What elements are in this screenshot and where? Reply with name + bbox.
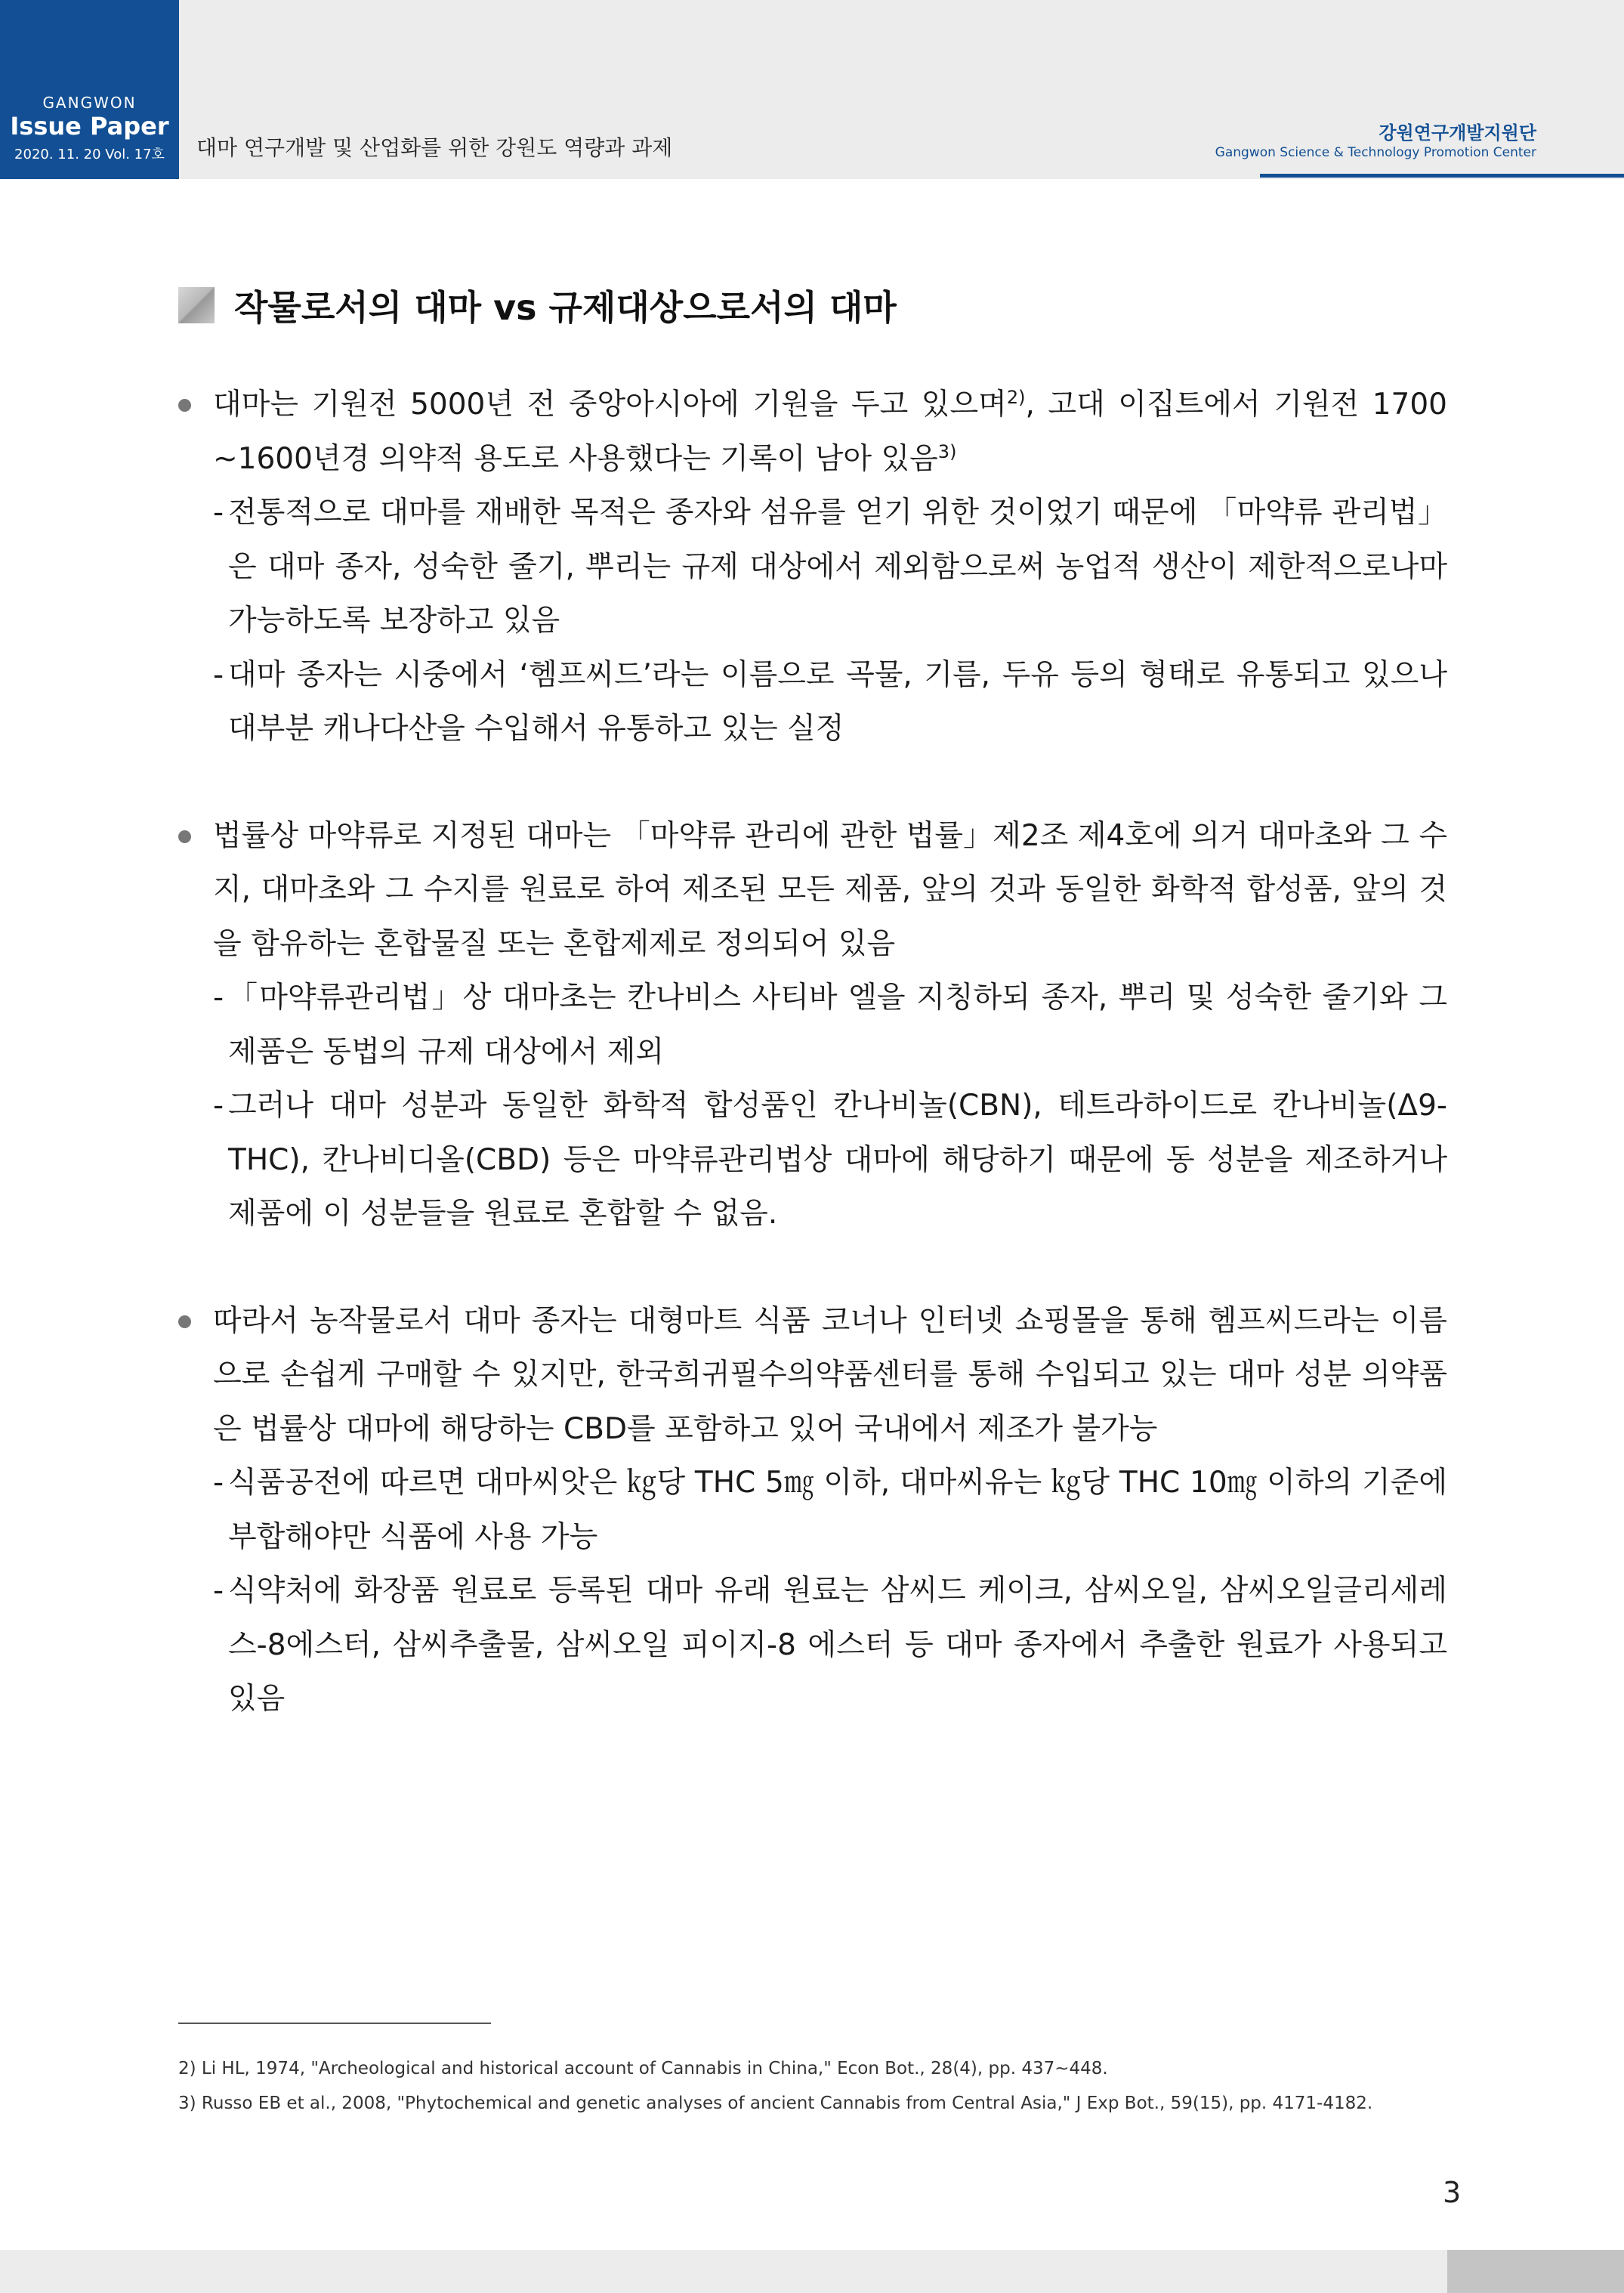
footer-band [0, 2250, 1447, 2293]
sub-text: 그러나 대마 성분과 동일한 화학적 합성품인 칸나비놀(CBN), 테트라하이드로 칸나비놀(Δ9-THC), 칸나비디올(CBD) 등은 마약류관리법상 대마에 해당하기 때문에 동 성분을 제조하거나 제품에 이 성분들을 원료로 혼합할 수 없음. [228, 1089, 1447, 1231]
logo-title: Issue Paper [10, 112, 169, 141]
bullet-text: 따라서 농작물로서 대마 종자는 대형마트 식품 코너나 인터넷 쇼핑몰을 통해 헴프씨드라는 이름으로 손쉽게 구매할 수 있지만, 한국희귀필수의약품센터를 통해 수입되고 있는 대마 성분 의약품은 법률상 대마에 해당하는 CBD를 포함하고 있어 국내에서 제조가 불가능 [213, 1303, 1447, 1446]
dash-marker: - [213, 496, 224, 530]
footnote: 3) Russo EB et al., 2008, "Phytochemical and genetic analyses of ancient Cannabis from Central Asia," J Exp Bot., 59(15), pp. 4171-4182. [178, 2094, 1373, 2113]
sub-paragraph [178, 1456, 1447, 1564]
sub-paragraph [178, 1564, 1447, 1726]
footnote-ref: 2) [1006, 387, 1026, 408]
issue-paper-logo [0, 0, 179, 179]
sub-text: 「마약류관리법」상 대마초는 칸나비스 사티바 엘을 지칭하되 종자, 뿌리 및 성숙한 줄기와 그 제품은 동법의 규제 대상에서 제외 [228, 981, 1447, 1069]
dash-marker: - [213, 1574, 224, 1608]
footnote: 2) Li HL, 1974, "Archeological and historical account of Cannabis in China," Econ Bot., 28(4), pp. 437~448. [178, 2059, 1108, 2078]
sub-paragraph [178, 648, 1447, 756]
section-heading [178, 281, 897, 329]
bullet-paragraph [178, 809, 1447, 972]
organization-name-kr: 강원연구개발지원단 [1379, 122, 1536, 144]
document-title: 대마 연구개발 및 산업화를 위한 강원도 역량과 과제 [196, 135, 673, 160]
footnote-ref: 3) [937, 440, 957, 462]
bullet-dot-icon [178, 399, 191, 412]
sub-text: 대마 종자는 시중에서 ‘헴프씨드’라는 이름으로 곡물, 기름, 두유 등의 형태로 유통되고 있으나 대부분 캐나다산을 수입해서 유통하고 있는 실정 [228, 657, 1447, 746]
bullet-paragraph [178, 1294, 1447, 1457]
dash-marker: - [213, 1089, 224, 1123]
sub-text: 전통적으로 대마를 재배한 목적은 종자와 섬유를 얻기 위한 것이었기 때문에 「마약류 관리법」은 대마 종자, 성숙한 줄기, 뿌리는 규제 대상에서 제외함으로써 농업적 생산이 제한적으로나마 가능하도록 보장하고 있음 [228, 496, 1447, 638]
logo-region-text: GANGWON [42, 94, 137, 112]
organization-name-en: Gangwon Science & Technology Promotion Center [1215, 145, 1536, 160]
footnote-divider [178, 2023, 491, 2024]
spacer [178, 1241, 1447, 1294]
body-content [178, 378, 1447, 1726]
footer-tab [1447, 2250, 1624, 2293]
sub-text: 식약처에 화장품 원료로 등록된 대마 유래 원료는 삼씨드 케이크, 삼씨오일, 삼씨오일글리세레스-8에스터, 삼씨추출물, 삼씨오일 피이지-8 에스터 등 대마 종자에서 추출한 원료가 사용되고 있음 [228, 1574, 1447, 1716]
gray-square-icon [178, 287, 215, 323]
sub-text: 식품공전에 따르면 대마씨앗은 ㎏당 THC 5㎎ 이하, 대마씨유는 ㎏당 THC 10㎎ 이하의 기준에 부합해야만 식품에 사용 가능 [228, 1466, 1447, 1554]
page-number: 3 [1443, 2176, 1462, 2209]
bullet-dot-icon [178, 1315, 191, 1328]
dash-marker: - [213, 657, 224, 692]
bullet-text: , 고대 이집트에서 기원전 1700 ~1600년경 의약적 용도로 사용했다는 기록이 남아 있음 [213, 388, 1447, 476]
sub-paragraph [178, 971, 1447, 1079]
bullet-paragraph [178, 378, 1447, 486]
bullet-text: 대마는 기원전 5000년 전 중앙아시아에 기원을 두고 있으며 [213, 388, 1007, 422]
header-accent-line [1260, 174, 1624, 178]
dash-marker: - [213, 981, 224, 1015]
spacer [178, 756, 1447, 809]
sub-paragraph [178, 486, 1447, 648]
dash-marker: - [213, 1466, 224, 1500]
section-title: 작물로서의 대마 vs 규제대상으로서의 대마 [234, 287, 897, 328]
issue-date: 2020. 11. 20 Vol. 17호 [14, 147, 165, 162]
bullet-text: 법률상 마약류로 지정된 대마는 「마약류 관리에 관한 법률」제2조 제4호에 의거 대마초와 그 수지, 대마초와 그 수지를 원료로 하여 제조된 모든 제품, 앞의 것과 동일한 화학적 합성품, 앞의 것을 함유하는 혼합물질 또는 혼합제제로 정의되어 있음 [213, 818, 1447, 961]
sub-paragraph [178, 1079, 1447, 1241]
bullet-dot-icon [178, 830, 191, 843]
